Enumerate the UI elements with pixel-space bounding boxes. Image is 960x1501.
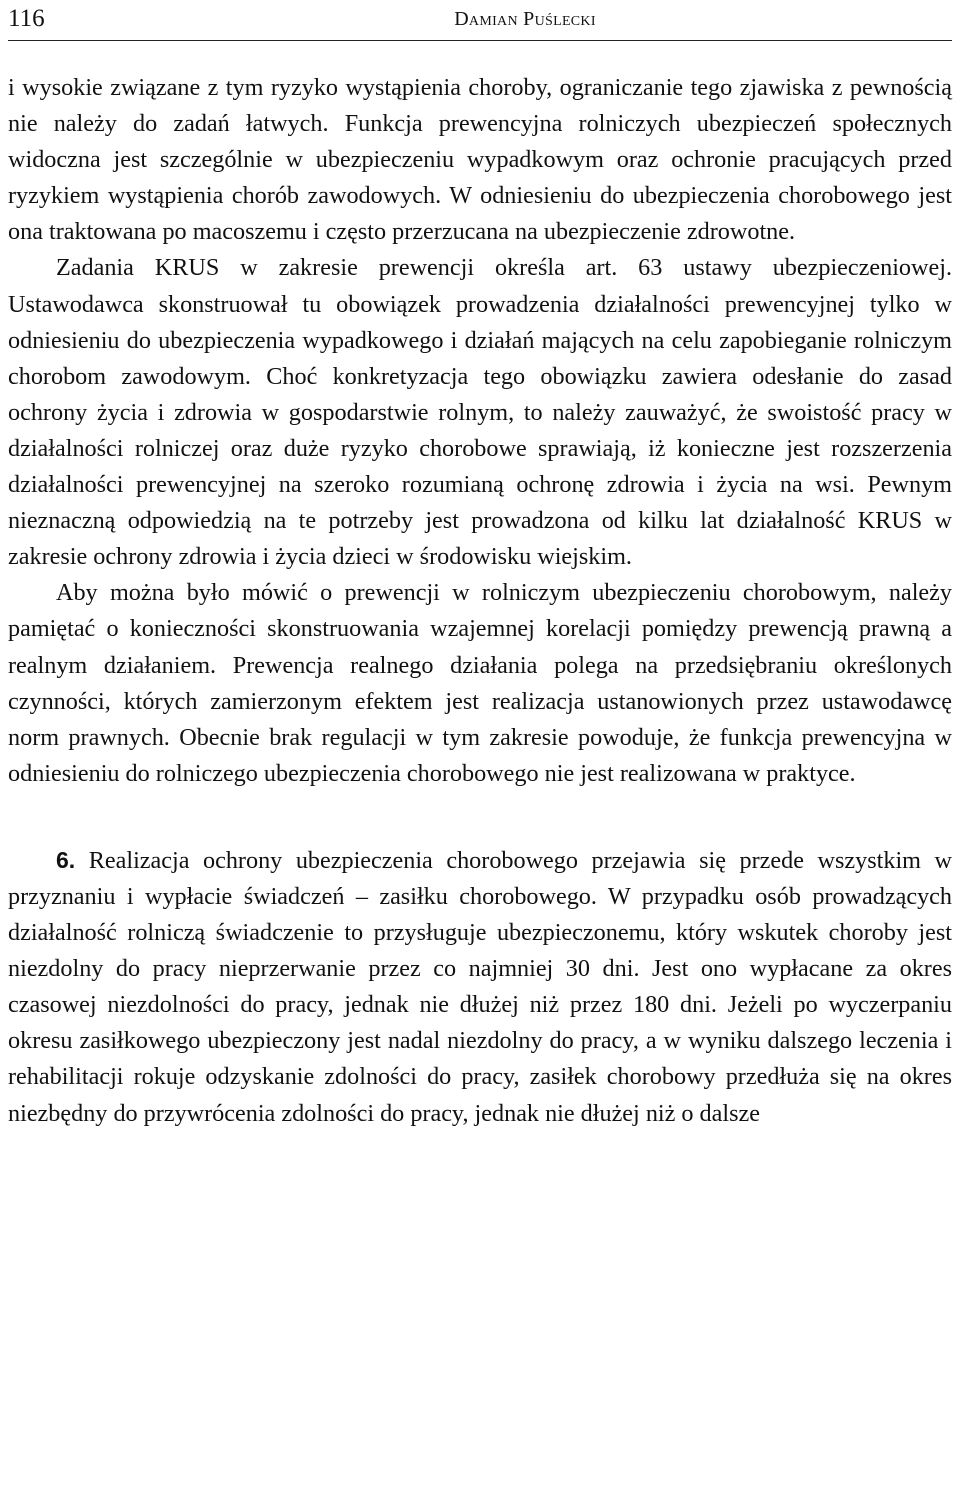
section-number: 6. (56, 846, 76, 873)
paragraph-2: Zadania KRUS w zakresie prewencji określa art. 63 ustawy ubezpieczeniowej. Ustawodawca skonstruował tu obowiązek prowadzenia działalności prewencyjnej tylko w odniesieniu do ubezpieczenia wypadkowego i działań mających na celu zapobieganie rolniczym chorobom zawodowym. Choć konkretyzacja tego obowiązku zawiera odesłanie do zasad ochrony życia i zdrowia w gospodarstwie rolnym, to należy zauważyć, że swoistość pracy w działalności rolniczej oraz duże ryzyko chorobowe sprawiają, iż konieczne jest rozszerzenia działalności prewencyjnej na szeroko rozumianą ochronę zdrowia i życia na wsi. Pewnym nieznaczną odpowiedzią na te potrzeby jest prowadzona od kilku lat działalność KRUS w zakresie ochrony zdrowia i życia dzieci w środowisku wiejskim. (8, 254, 952, 571)
section-spacer (8, 792, 952, 842)
page-number: 116 (8, 5, 45, 32)
section-6-paragraph (8, 842, 952, 1132)
paragraph-1: i wysokie związane z tym ryzyko wystąpienia choroby, ograniczanie tego zjawiska z pewnością nie należy do zadań łatwych. Funkcja prewencyjna rolniczych ubezpieczeń społecznych widoczna jest szczególnie w ubezpieczeniu wypadkowym oraz ochronie pracujących przed ryzykiem wystąpienia chorób zawodowych. W odniesieniu do ubezpieczenia chorobowego jest ona traktowana po macoszemu i często przerzucana na ubezpieczenie zdrowotne. (8, 74, 952, 246)
paragraph-3: Aby można było mówić o prewencji w rolniczym ubezpieczeniu chorobowym, należy pamiętać o konieczności skonstruowania wzajemnej korelacji pomiędzy prewencją prawną a realnym działaniem. Prewencja realnego działania polega na przedsiębraniu określonych czynności, których zamierzonym efektem jest realizacja ustanowionych przez ustawodawcę norm prawnych. Obecnie brak regulacji w tym zakresie powoduje, że funkcja prewencyjna w odniesieniu do rolniczego ubezpieczenia chorobowego nie jest realizowana w praktyce. (8, 579, 952, 787)
running-head-author: Damian Puślecki (454, 8, 596, 30)
page-header (8, 0, 952, 41)
section-6-text: Realizacja ochrony ubezpieczenia chorobowego przejawia się przede wszystkim w przyznaniu i wypłacie świadczeń – zasiłku chorobowego. W przypadku osób prowadzących działalność rolniczą świadczenie to przysługuje ubezpieczonemu, który wskutek choroby jest niezdolny do pracy nieprzerwanie przez co najmniej 30 dni. Jest ono wypłacane za okres czasowej niezdolności do pracy, jednak nie dłużej niż przez 180 dni. Jeżeli po wyczerpaniu okresu zasiłkowego ubezpieczony jest nadal niezdolny do pracy, a w wyniku dalszego leczenia i rehabilitacji rokuje odzyskanie zdolności do pracy, zasiłek chorobowy przedłuża się na okres niezbędny do przywrócenia zdolności do pracy, jednak nie dłużej niż o dalsze (8, 846, 952, 1127)
body-text (8, 70, 952, 1132)
